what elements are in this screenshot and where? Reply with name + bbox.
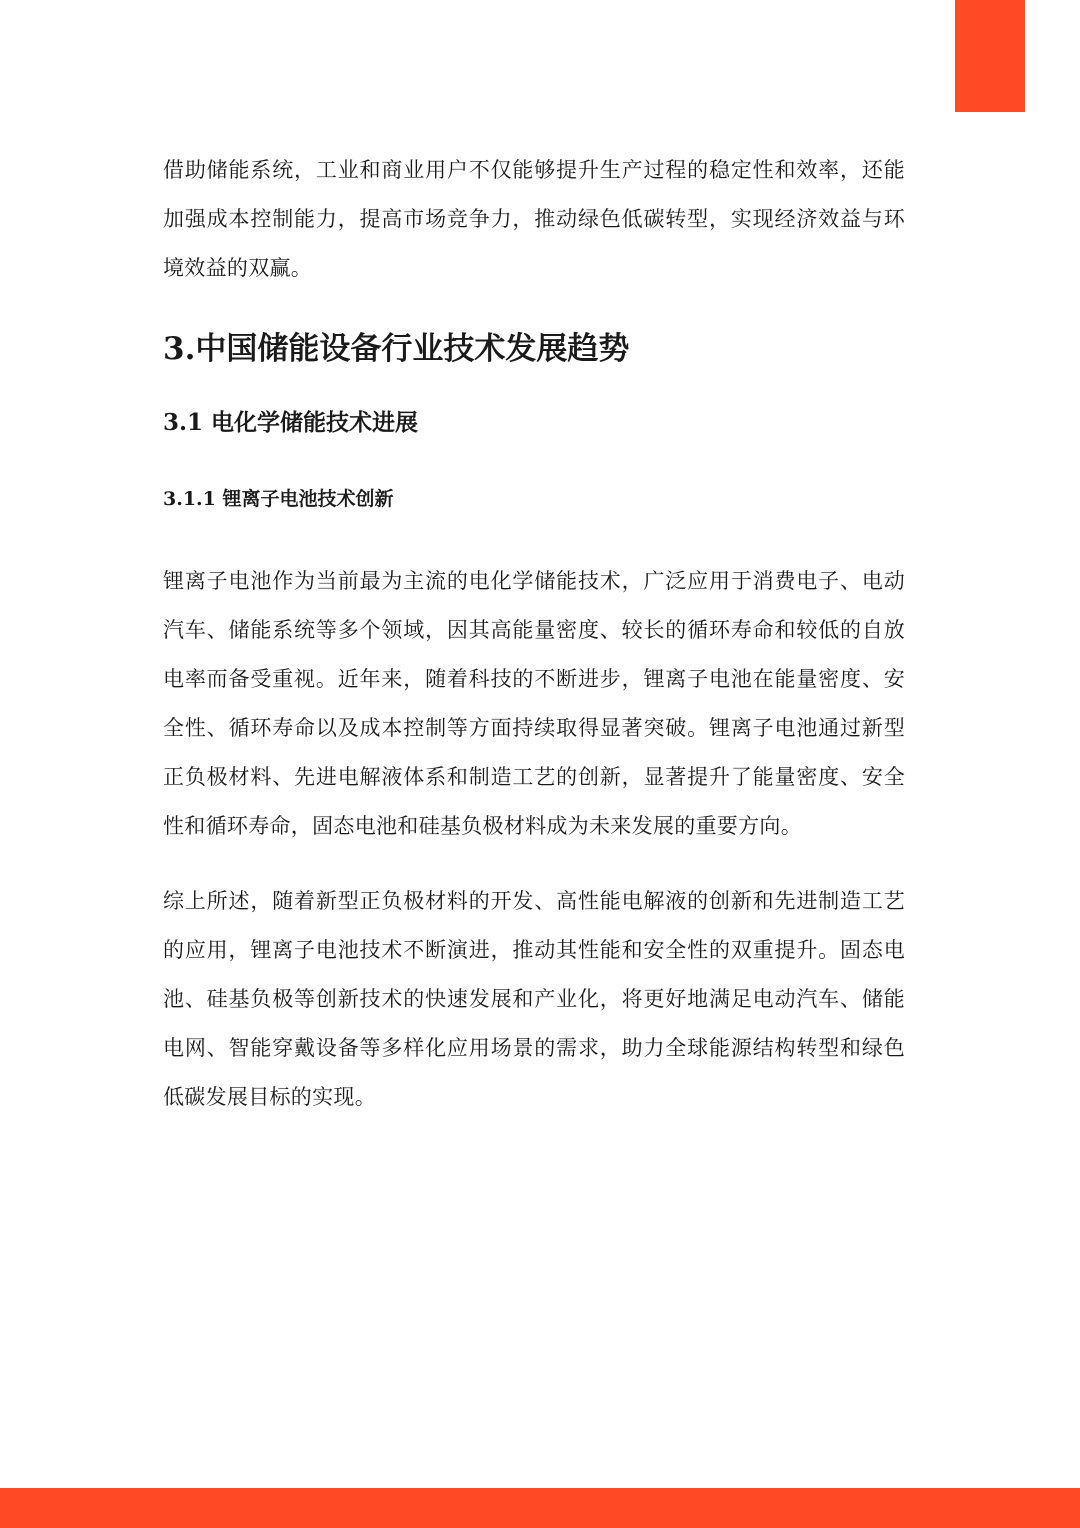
section-body xyxy=(163,557,905,1122)
subsubsection-title: 3.1.1 锂离子电池技术创新 xyxy=(163,488,394,510)
body-paragraph-2: 综上所述，随着新型正负极材料的开发、高性能电解液的创新和先进制造工艺的应用，锂离子电池技术不断演进，推动其性能和安全性的双重提升。固态电池、硅基负极等创新技术的快速发展和产业化，将更好地满足电动汽车、储能电网、智能穿戴设备等多样化应用场景的需求，助力全球能源结构转型和绿色低碳发展目标的实现。 xyxy=(163,889,905,1109)
body-paragraph-1: 锂离子电池作为当前最为主流的电化学储能技术，广泛应用于消费电子、电动汽车、储能系统等多个领域，因其高能量密度、较长的循环寿命和较低的自放电率而备受重视。近年来，随着科技的不断进步，锂离子电池在能量密度、安全性、循环寿命以及成本控制等方面持续取得显著突破。锂离子电池通过新型正负极材料、先进电解液体系和制造工艺的创新，显著提升了能量密度、安全性和循环寿命，固态电池和硅基负极材料成为未来发展的重要方向。 xyxy=(163,569,905,838)
subsection-title: 3.1 电化学储能技术进展 xyxy=(163,409,419,436)
corner-accent-tab xyxy=(955,0,1025,112)
section-title: 3.中国储能设备行业技术发展趋势 xyxy=(163,331,630,367)
intro-paragraph: 借助储能系统，工业和商业用户不仅能够提升生产过程的稳定性和效率，还能加强成本控制能力，提高市场竞争力，推动绿色低碳转型，实现经济效益与环境效益的双赢。 xyxy=(163,158,905,280)
page-content xyxy=(163,146,905,1122)
footer-accent-bar xyxy=(0,1488,1080,1528)
